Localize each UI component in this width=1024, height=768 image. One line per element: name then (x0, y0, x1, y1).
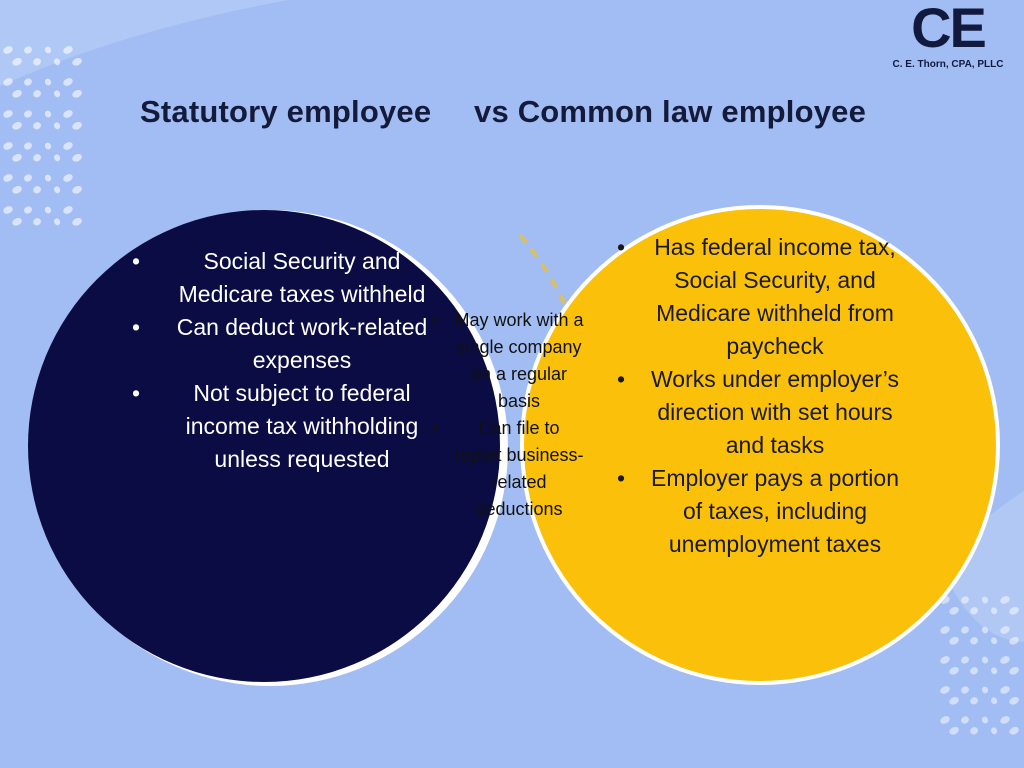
dot (62, 77, 74, 88)
dot (23, 141, 33, 151)
dot (32, 185, 42, 195)
logo-mark: CE (911, 0, 985, 59)
dot (32, 217, 42, 227)
statutory-point: • Can deduct work-related expenses (130, 311, 446, 377)
statutory-points-list (130, 245, 446, 476)
dot (53, 217, 61, 226)
dot (2, 141, 14, 152)
dot (11, 152, 23, 163)
dot (71, 152, 83, 163)
dot (11, 88, 23, 99)
dot (999, 685, 1011, 696)
dot (999, 715, 1011, 726)
dot (44, 142, 52, 151)
dot (969, 636, 979, 646)
dot (939, 625, 951, 636)
dot (62, 205, 74, 216)
dot (23, 173, 33, 183)
dot (71, 184, 83, 195)
dot (939, 685, 951, 696)
dot (53, 121, 61, 130)
title-common-law: vs Common law employee (474, 94, 867, 129)
shared-point: • May work with a single company on a regular basis (432, 307, 584, 415)
dot (44, 78, 52, 87)
dot (2, 109, 14, 120)
dot (969, 666, 979, 676)
statutory-point: • Not subject to federal income tax withholding unless requested (130, 377, 446, 476)
dot (62, 109, 74, 120)
statutory-point: • Social Security and Medicare taxes withheld (130, 245, 446, 311)
dot (1008, 695, 1020, 706)
dot (948, 635, 960, 646)
common-law-points-list (617, 231, 911, 561)
dot (23, 109, 33, 119)
dot (53, 153, 61, 162)
dot (2, 173, 14, 184)
dot (23, 205, 33, 215)
dot (948, 665, 960, 676)
logo-subtitle: C. E. Thorn, CPA, PLLC (892, 59, 1004, 70)
dot (969, 696, 979, 706)
dot (53, 89, 61, 98)
dot (32, 153, 42, 163)
shared-points-list (432, 307, 584, 523)
dot (960, 655, 970, 665)
dot (62, 173, 74, 184)
company-logo (878, 2, 1018, 72)
dot (990, 726, 998, 735)
dot (44, 110, 52, 119)
dot (32, 121, 42, 131)
shared-point: • Can file to report business-related deductions (432, 415, 584, 523)
dot (981, 656, 989, 665)
dot (990, 636, 998, 645)
dot (960, 685, 970, 695)
dot (999, 655, 1011, 666)
dot (11, 120, 23, 131)
dot (62, 141, 74, 152)
dot (990, 696, 998, 705)
title-statutory: Statutory employee (140, 94, 432, 129)
dot (32, 89, 42, 99)
dot (939, 715, 951, 726)
dot (1008, 665, 1020, 676)
dot (71, 56, 83, 67)
dot (960, 715, 970, 725)
common-law-point: • Works under employer’s direction with set hours and tasks (617, 363, 911, 462)
dot (981, 686, 989, 695)
dot (990, 666, 998, 675)
common-law-point: • Employer pays a portion of taxes, including unemployment taxes (617, 462, 911, 561)
dot (71, 88, 83, 99)
dot (948, 725, 960, 736)
dot (948, 605, 960, 616)
dot (939, 655, 951, 666)
dot (969, 726, 979, 736)
dot (11, 184, 23, 195)
brush-stroke-decoration (0, 0, 420, 95)
common-law-point: • Has federal income tax, Social Security, and Medicare withheld from paycheck (617, 231, 911, 363)
dot (981, 716, 989, 725)
dot (11, 216, 23, 227)
dot (948, 695, 960, 706)
dot (71, 216, 83, 227)
dot (44, 206, 52, 215)
dot (960, 625, 970, 635)
dot (71, 120, 83, 131)
dot (1008, 725, 1020, 736)
dot (44, 174, 52, 183)
dot (23, 77, 33, 87)
dot (2, 205, 14, 216)
dot (53, 185, 61, 194)
